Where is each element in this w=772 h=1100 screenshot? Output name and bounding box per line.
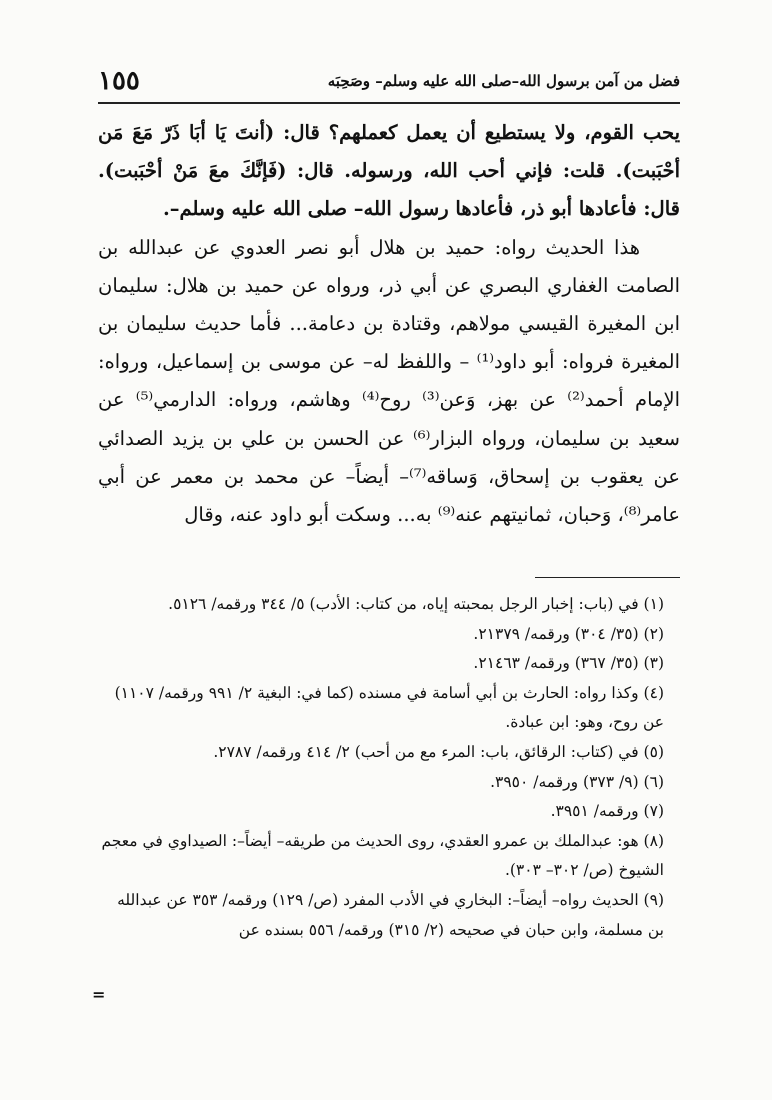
footnote-7: (٧) ورقمه/ ٣٩٥١.: [550, 802, 664, 821]
header-title: فضل من آمن برسول الله–صلى الله عليه وسلم– وصَحِبَه: [327, 72, 680, 90]
footnote-4: (٤) وكذا رواه: الحارث بن أبي أسامة في مسنده (كما في: البغية ٢/ ٩٩١ ورقمه/ ١١٠٧) عن روح، وهو: ابن عبادة.: [114, 683, 664, 732]
continuation-mark: =: [92, 985, 106, 1004]
footnote-9: (٩) الحديث رواه– أيضاً–: البخاري في الأدب المفرد (ص/ ١٢٩) ورقمه/ ٣٥٣ عن عبدالله بن مسلمة، وابن حبان في صحيحه (٢/ ٣١٥) ورقمه/ ٥٥٦ بسنده عن: [117, 890, 664, 939]
page-number: ١٥٥: [98, 66, 140, 96]
footnote-5: (٥) في (كتاب: الرقائق، باب: المرء مع من أحب) ٢/ ٤١٤ ورقمه/ ٢٧٨٧.: [213, 742, 664, 761]
footnote-divider: [535, 577, 680, 578]
footnote-2: (٢) (٣٥/ ٣٠٤) ورقمه/ ٢١٣٧٩.: [473, 624, 664, 643]
footnote-3: (٣) (٣٥/ ٣٦٧) ورقمه/ ٢١٤٦٣.: [473, 654, 664, 673]
paragraph-2: هذا الحديث رواه: حميد بن هلال أبو نصر العدوي عن عبدالله بن الصامت الغفاري البصري عن أبي ذر، ورواه عن حميد بن هلال: سليمان ابن المغيرة القيسي مولاهم، وقتادة بن دعامة... فأما حديث سليمان بن المغيرة فرواه: أبو داود⁽¹⁾ – واللفظ له– عن موسى بن إسماعيل، ورواه: الإمام أحمد⁽²⁾ عن بهز، وَعن⁽³⁾ روح⁽⁴⁾ وهاشم، ورواه: الدارمي⁽⁵⁾ عن سعيد بن سليمان، ورواه البزار⁽⁶⁾ عن الحسن بن علي بن يزيد الصدائي عن يعقوب بن إسحاق، وَساقه⁽⁷⁾– أيضاً– عن محمد بن معمر عن أبي عامر⁽⁸⁾، وَحبان، ثمانيتهم عنه⁽⁹⁾ به... وسكت أبو داود عنه، وقال: [98, 235, 681, 527]
paragraph-1: يحب القوم، ولا يستطيع أن يعمل كعملهم؟ قال: (أنتَ يَا أبَا ذَرّ مَعَ مَن أحْبَبت). قلت: فإني أحب الله، ورسوله. قال: (فَإنَّكَ معَ مَنْ أحْبَبت). قال: فأعادها أبو ذر، فأعادها رسول الله– صلى الله عليه وسلم–.: [98, 121, 680, 221]
running-header: [98, 66, 680, 104]
footnote-1: (١) في (باب: إخبار الرجل بمحبته إياه، من كتاب: الأدب) ٥/ ٣٤٤ ورقمه/ ٥١٢٦.: [168, 595, 664, 613]
main-text: [98, 114, 680, 534]
footnote-6: (٦) (٩/ ٣٧٣) ورقمه/ ٣٩٥٠.: [490, 772, 664, 791]
footnotes: [98, 590, 680, 945]
footnote-8: (٨) هو: عبدالملك بن عمرو العقدي، روى الحديث من طريقه– أيضاً–: الصيداوي في معجم الشيوخ (ص/ ٣٠٢– ٣٠٣).: [101, 831, 664, 880]
